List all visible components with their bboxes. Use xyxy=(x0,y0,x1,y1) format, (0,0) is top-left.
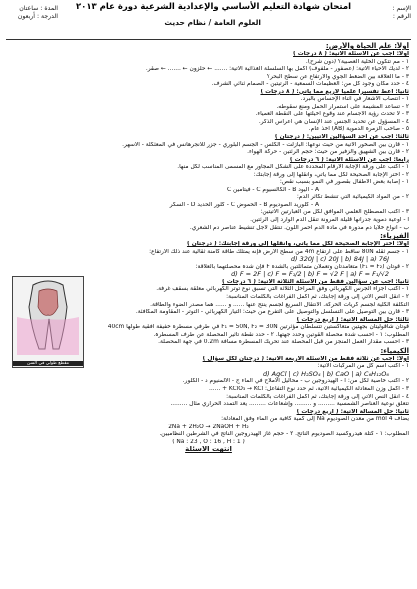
exam-line: ٢ - اختر الإجابة الصحيحة لكل مما يأتي، وانقلها إلى ورقة إجابتك: xyxy=(253,171,409,178)
duration-label: المدة : ساعتان xyxy=(19,5,58,12)
exam-line: ٢ - تساعد المشيمة على استمرار الحمل ومنع سقوطه. xyxy=(276,103,409,110)
exam-line: ٥ - صاحب الزمرة الدموية (AB) أخذ عام. xyxy=(308,126,409,133)
section-heading: الفيزياء: xyxy=(380,232,409,241)
exam-line: أ - أوعية دموية جدرانها قليلة المرونة تنقل الدم الوارد إلى الرئتين. xyxy=(250,217,409,224)
question-heading: أولاً: أجب عن الأسئلة الآتية: ( ٨ درجات ) xyxy=(293,51,409,57)
section-heading: أولاً: علم الحياة والأرض: xyxy=(325,42,409,50)
exam-line: ٣ - قارن بين التوصيل على التسلسل والتوصيل على التفرع من حيث: التيار الكهربائي - التوتر - المقاومة المكافئة. xyxy=(135,309,409,316)
exam-line: ٤ - المسؤول عن تحديد الجنس عند الإنسان هي أعراس الذكر. xyxy=(258,118,409,125)
exam-line: ب - أنواع خلايا دم مدورة في مادة الدم أحمر اللون. تنتقل لأجل تنشيط عناصر دم الشعري. xyxy=(189,224,409,231)
header-divider xyxy=(6,39,411,40)
question-heading: ثالثاً: حل المسألة الآتية: ( أربع درجات ) xyxy=(296,316,409,323)
exam-line: d) AgCl | c) H₂SO₄ | b) CaO | a) C₆H₁₂O₆ xyxy=(262,370,389,378)
exam-meta xyxy=(6,5,58,21)
exam-line: d) 320J | c) 20J | b) 84J | a) 76J xyxy=(290,256,389,264)
exam-line: يضاف 4 mol من معدن الصوديوم Na إلى كمية كافية من الماء وفق المعادلة: xyxy=(221,416,409,423)
exam-line: ٢ - لديك الأحياء الآتية: (عصفور - ملفوف) أكمل بها السلسلة الغذائية الآتية: ....... ← حلزون ← ....... ← صقر. xyxy=(145,66,409,73)
exam-line: ٣ - اكتب المصطلح العلمي الموافق لكل من العبارتين الآتيتين: xyxy=(260,209,409,216)
exam-line: ٣ - احسب مقدار العمل المنجز من قبل المحصلة عند تحريك المسطرة مسافة 0.2m في جهة المحصلة. xyxy=(158,339,409,346)
exam-line: ٣ - ما العلاقة بين الضغط الجوي والارتفاع عن سطح البحر؟ xyxy=(266,73,409,80)
exam-line: d) F = 2F | c) F = F₁/2 | b) F = √2 F | a) F = F₁/√2 xyxy=(231,271,389,279)
exam-line: ١ - جسم ثقله 80N ساقط على ارتفاع 4m من سطح الأرض فإنه يمتلك طاقة كامنة ثقالية عند ذلك الارتفاع: xyxy=(149,248,409,255)
exam-line: ١ - إصابة بعض الأطفال بقصور في النمو بسبب نقص: xyxy=(279,179,409,186)
exam-line: ٢ - من المواد الكيميائية التي تنشط تكاثر الدم: xyxy=(296,194,409,201)
exam-line: ٤ - انقل النص الآتي إلى ورقة إجابتك، ثم أكمل الفراغات بالكلمات المناسبة: xyxy=(226,393,409,400)
question-heading: ثانياً: حل المسألة الآتية: ( أربع درجات ) xyxy=(296,408,409,415)
exam-line: A - اليود B - الكالسيوم C - فيتامين C xyxy=(226,186,319,193)
exam-line: المطلوب: ١ - كتلة هيدروكسيد الصوديوم الناتج. ٢ - حجم غاز الهيدروجين الناتج في الشرطين النظاميين. xyxy=(159,431,409,438)
exam-line: ( Na : 23 , O : 16 , H : 1 ) xyxy=(172,438,245,445)
exam-line: 2Na + 2H₂O → 2NaOH + H₂ xyxy=(168,423,249,430)
tooth-diagram xyxy=(12,276,84,368)
exam-line: ٤ - حدد مكان وجود كل من: العظيمات السمعية - الرتيتين - الصمام ثنائي الشرف. xyxy=(211,81,409,88)
exam-line: التكلفة الكلية لجسم كريات الحركة. الانتقال السريع لجسم ينتج عنها ...... و ...... هما مصدر الضوء والطاقة. xyxy=(150,301,409,308)
exam-line: المطلوب: ١ - احسب شدة محصلة القوتين وحدد جهتها. ٢ - حدد نقطة تأثير المحصلة عن طرف المسطرة. xyxy=(153,331,409,338)
exam-line: A - كلوريد الصوديوم B - الحموض C - كلور الحديد D - السكر xyxy=(169,201,319,208)
question-heading: ثالثاً: أجب عن أحد السؤالين الآتيين: ( درجتان ) xyxy=(274,134,409,141)
question-heading: ثانياً: أعط تفسيراً علمياً لأربع مما يأتي: ( ٨ درجات ) xyxy=(260,88,409,95)
exam-line: تتعلق نوعية العناصر الشمسية ......... و ......... وإشعاعات ......... يعد التمدد الحراري مثال ......... xyxy=(170,401,409,408)
grade-label: الدرجة : أربعون xyxy=(17,13,58,20)
figure-caption: مقطع طولي في السن xyxy=(13,361,83,366)
exam-line: ٣ - لا تحدث رؤية الأجسام عند وقوع أخيلتها على النقطة العمياء. xyxy=(255,111,409,118)
question-heading: ثانياً: أجب عن سؤالين فقط من الأسئلة الثلاثة الآتية: ( ٦ درجات ) xyxy=(221,278,409,285)
exam-line: ٢ - قارن بين الشهيق والزفير من حيث: حجم الرئتين - حركة الهواء. xyxy=(247,149,409,156)
section-heading: الكيمياء: xyxy=(380,346,409,355)
question-heading: أولاً: أجب عن ثلاثة فقط من الأسئلة الأربعة الآتية: ( درجتان لكل سؤال ) xyxy=(202,355,409,362)
subject-label: العلوم العامة / نظام حديث xyxy=(164,18,261,27)
exam-line: ٢ - اكتب خاصية لكل من: أ - الهيدروجين ب - محاليل الأملاح في الماء ج - الألمنيوم د - الكلور. xyxy=(182,378,409,385)
number-label: الرقم : xyxy=(392,13,411,20)
exam-title: امتحان شهادة التعليم الأساسي والإعدادية الشرعية دورة عام ٢٠١٣ xyxy=(75,2,351,12)
student-info xyxy=(341,5,411,21)
exam-line: انتهت الأسئلة xyxy=(185,446,232,454)
exam-line: ١ - اكتب اسم كل من المركبات الآتية: xyxy=(317,363,409,370)
exam-line: ١ - اكتب أجزاء الجرس الكهربائي وفق المراحل الثلاثة التي تسبق نوع توتر الكهربائي معلقة بسقف غرفة. xyxy=(156,286,409,293)
tooth-illustration xyxy=(13,277,83,357)
question-heading: أولاً: اختر الإجابة الصحيحة لكل مما يأتي، وانقلها إلى ورقة إجابتك: ( درجتان ) xyxy=(186,241,409,248)
exam-line: ٢ - قوتان (F₁ = F₂) متعامدتان وتعملان متماثلتين بالشدة F فإن شدة محصلتهما بالعلاقة: xyxy=(195,263,409,270)
exam-line: ١ - مم تتكون الخلية العصبية؟ (دون شرح). xyxy=(305,58,409,65)
exam-line: ١ - قارن بين الصخور الآتية من حيث نوعها: البازلت - الكلس - الجسم البلوري - جزر للانجرهانس في المعثكلة - الأسهر. xyxy=(122,141,409,148)
exam-line: ٣ - أكمل وزن المعادلة الكيميائية الآتية، ثم حدد نوع التفاعل: KClO₃ → KCl + ...... xyxy=(208,385,409,392)
exam-line: ١ - اكتب على ورقة الإجابة الأرقام المحددة على الشكل المجاور مع المسمى المناسب لكل منها. xyxy=(177,164,409,171)
exam-line: ١ - انتصاب الأشعار في أثناء الإحساس بالبرد. xyxy=(300,96,409,103)
exam-header xyxy=(6,3,411,39)
exam-line: قوتان شاقوليتان بجهتين متعاكستين تتسلطان مؤثرتين F₁ = 50N, F₂ = 30N في طرفي مسطرة خفيفة أفقية طولها 40cm xyxy=(107,324,409,331)
exam-line: ٢ - انقل النص الآتي إلى ورقة إجابتك، ثم أكمل الفراغات بالكلمات المناسبة: xyxy=(226,293,409,300)
name-label: الإسم : xyxy=(392,5,411,12)
question-heading: رابعاً: أجب عن الأسئلة الآتية: ( ٦ درجات ) xyxy=(289,156,409,163)
